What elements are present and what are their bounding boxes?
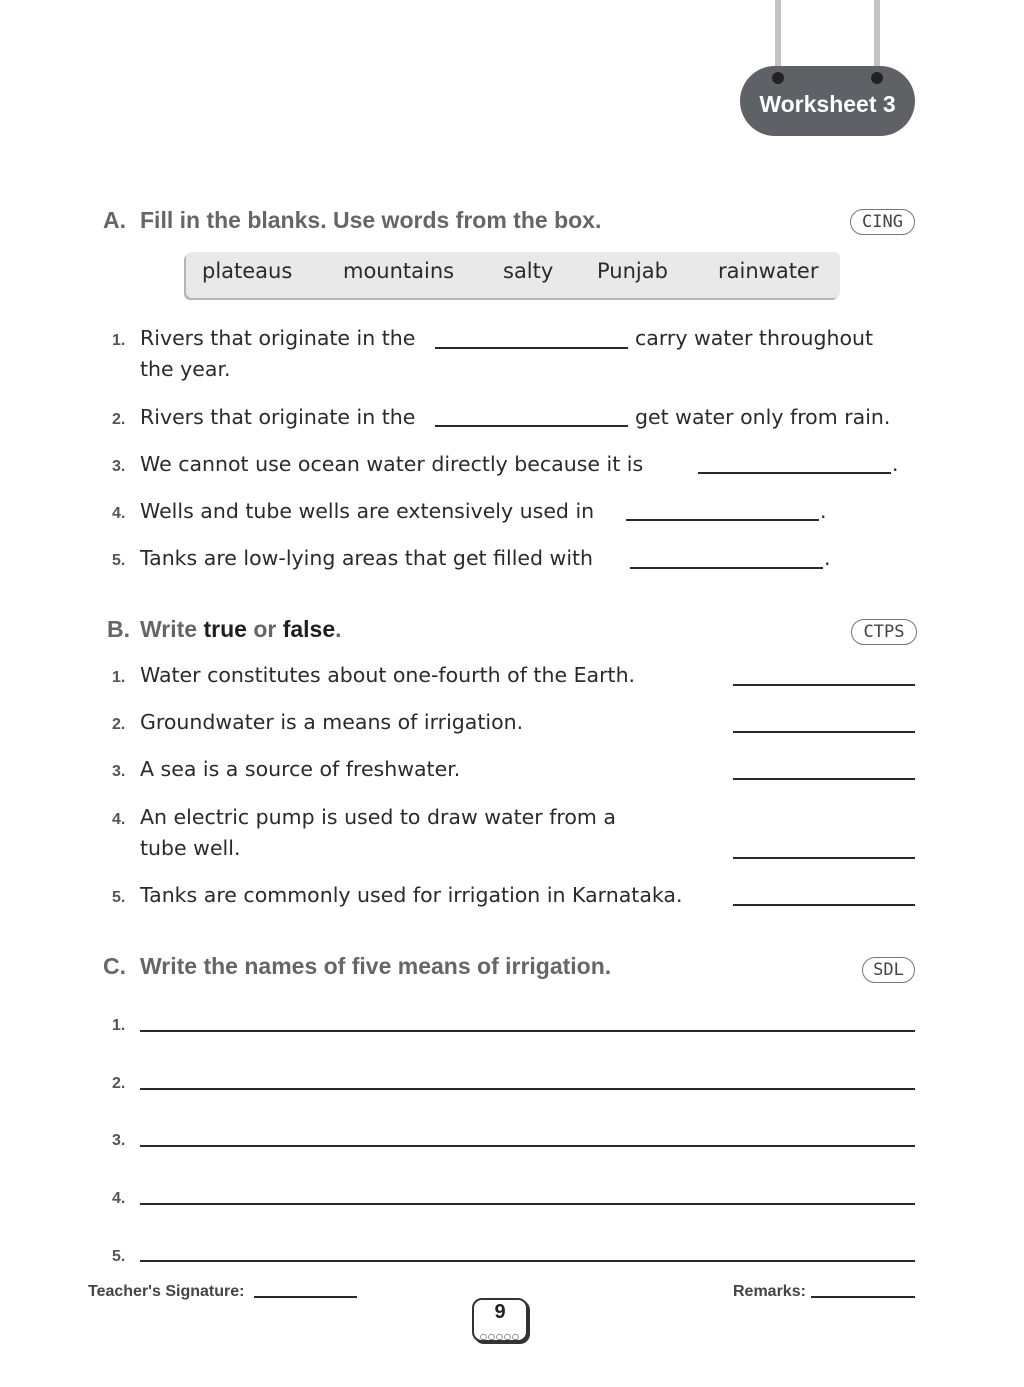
- answer-line-number: 5.: [112, 1248, 126, 1265]
- question-text: We cannot use ocean water directly because it is: [140, 452, 644, 476]
- word-box-word: Punjab: [597, 259, 668, 283]
- question-number: 5.: [112, 552, 126, 569]
- answer-blank[interactable]: [733, 684, 915, 686]
- question-text: get water only from rain.: [635, 405, 891, 429]
- page-number: 9: [494, 1301, 506, 1323]
- section-b-letter: B.: [107, 616, 130, 642]
- section-c-skill-badge: SDL: [862, 957, 915, 983]
- word-box-word: mountains: [343, 259, 455, 283]
- question-text-continued: tube well.: [140, 836, 241, 860]
- answer-blank[interactable]: [630, 567, 823, 569]
- question-number: 2.: [112, 411, 126, 428]
- question-text: Rivers that originate in the: [140, 326, 416, 350]
- section-b-title-or: or: [253, 616, 277, 642]
- answer-line[interactable]: [140, 1030, 915, 1032]
- word-box-word: rainwater: [718, 259, 819, 283]
- section-b-title-true: true: [203, 616, 247, 642]
- answer-blank[interactable]: [698, 472, 891, 474]
- section-b-title: [140, 616, 342, 643]
- answer-line[interactable]: [140, 1145, 915, 1147]
- question-text: A sea is a source of freshwater.: [140, 757, 461, 781]
- tag-hole-left: [772, 72, 784, 84]
- teacher-signature-line[interactable]: [254, 1296, 357, 1298]
- worksheet-tag: [740, 66, 915, 136]
- question-text: Wells and tube wells are extensively used in: [140, 499, 595, 523]
- section-c-letter: C.: [103, 953, 126, 979]
- question-number: 3.: [112, 763, 126, 780]
- section-b-title-prefix: Write: [140, 616, 198, 642]
- question-text: .: [824, 546, 831, 570]
- answer-line[interactable]: [140, 1260, 915, 1262]
- answer-line[interactable]: [140, 1088, 915, 1090]
- section-a-skill-badge: CING: [850, 209, 915, 235]
- question-number: 4.: [112, 811, 126, 828]
- question-text: carry water throughout: [635, 326, 874, 350]
- answer-blank[interactable]: [733, 857, 915, 859]
- word-box-word: plateaus: [202, 259, 293, 283]
- question-text: Groundwater is a means of irrigation.: [140, 710, 524, 734]
- question-number: 1.: [112, 332, 126, 349]
- tag-hanger-left: [775, 0, 781, 76]
- question-number: 4.: [112, 505, 126, 522]
- answer-blank[interactable]: [733, 778, 915, 780]
- answer-line[interactable]: [140, 1203, 915, 1205]
- word-box-word: salty: [503, 259, 554, 283]
- question-text: An electric pump is used to draw water from a: [140, 805, 616, 829]
- tag-hanger-right: [874, 0, 880, 76]
- section-b-title-false: false: [282, 616, 336, 642]
- answer-line-number: 2.: [112, 1075, 126, 1092]
- question-text-continued: the year.: [140, 357, 231, 381]
- answer-blank[interactable]: [733, 904, 915, 906]
- question-text: .: [820, 499, 827, 523]
- page-box-dots-icon: ○○○○○: [480, 1332, 520, 1341]
- worksheet-label: Worksheet 3: [759, 90, 896, 117]
- question-text: Tanks are commonly used for irrigation in Karnataka.: [140, 883, 683, 907]
- answer-blank[interactable]: [435, 425, 628, 427]
- remarks-label: Remarks:: [733, 1283, 806, 1300]
- question-text: Water constitutes about one-fourth of the Earth.: [140, 663, 636, 687]
- answer-line-number: 3.: [112, 1132, 126, 1149]
- question-text: .: [892, 452, 899, 476]
- answer-line-number: 1.: [112, 1017, 126, 1034]
- question-text: Tanks are low-lying areas that get filled with: [140, 546, 594, 570]
- section-a-title: Fill in the blanks. Use words from the box.: [140, 207, 602, 233]
- section-c-title: Write the names of five means of irrigation.: [140, 953, 612, 979]
- tag-hole-right: [871, 72, 883, 84]
- question-number: 5.: [112, 889, 126, 906]
- question-number: 2.: [112, 716, 126, 733]
- question-number: 1.: [112, 669, 126, 686]
- teacher-signature-label: Teacher's Signature:: [88, 1283, 245, 1300]
- answer-blank[interactable]: [733, 731, 915, 733]
- section-a-letter: A.: [103, 207, 126, 233]
- section-b-skill-badge: CTPS: [851, 619, 917, 645]
- answer-blank[interactable]: [626, 519, 819, 521]
- answer-blank[interactable]: [435, 347, 628, 349]
- remarks-line[interactable]: [811, 1296, 915, 1298]
- answer-line-number: 4.: [112, 1190, 126, 1207]
- question-text: Rivers that originate in the: [140, 405, 416, 429]
- question-number: 3.: [112, 458, 126, 475]
- section-b-title-end: .: [335, 616, 342, 642]
